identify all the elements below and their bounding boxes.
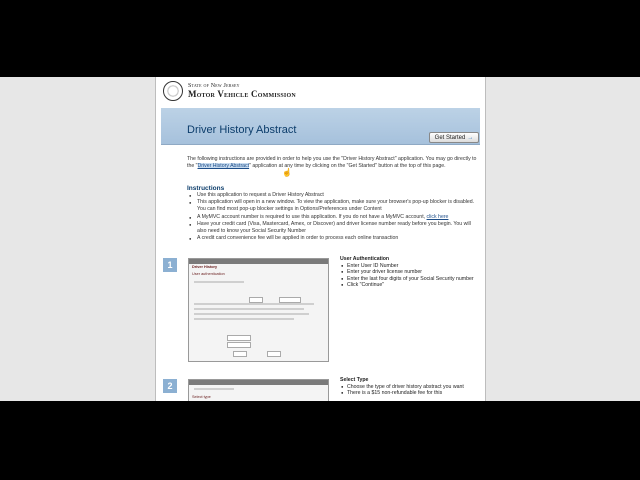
hand-cursor-icon: ☝ <box>282 168 292 177</box>
intro-text-2: " application at any time by clicking on the "Get Started" button at the top of this page. <box>249 163 446 170</box>
browser-viewport <box>0 77 640 401</box>
get-started-label: Get Started <box>434 135 466 141</box>
instruction-item: ● A credit card convenience fee will be applied in order to process each online transaction <box>187 235 479 242</box>
instruction-item: ● Have your credit card (Visa, Mastercard, Amex, or Discover) and driver license number ready before you begin. You will also need to know your Social Security Number <box>187 221 479 235</box>
step-1-item: ● Enter your driver license number <box>340 269 480 276</box>
driver-history-link[interactable]: Driver History Abstract <box>197 163 250 170</box>
instruction-item: ● A MyMVC account number is required to use this application. If you do not have a MyMVC account, click here <box>187 214 479 221</box>
intro-text-1: The following instructions are provided in order to help you use the "Driver History Abstract" application. You may go directly to the " <box>187 156 477 170</box>
page-title: Driver History Abstract <box>187 124 297 136</box>
intro-paragraph <box>187 156 479 171</box>
brand-state: State of New Jersey <box>188 83 240 89</box>
get-started-button[interactable] <box>429 132 479 143</box>
instruction-item: ● Use this application to request a Driver History Abstract <box>187 192 479 199</box>
step-1-heading: User Authentication <box>340 256 390 262</box>
step-2-description <box>340 377 480 397</box>
click-here-link[interactable]: click here <box>426 213 449 220</box>
step-2-thumb-subtitle: Select type <box>192 395 211 399</box>
step-1-item: ● Enter User ID Number <box>340 263 480 270</box>
step-1-item: ● Click "Continue" <box>340 282 480 289</box>
step-2-number: 2 <box>163 379 177 393</box>
instructions-list <box>187 192 479 242</box>
step-2-heading: Select Type <box>340 377 369 383</box>
step-2-item: ● There is a $15 non-refundable fee for this <box>340 390 480 397</box>
step-1-number: 1 <box>163 258 177 272</box>
step-2-screenshot <box>188 379 329 401</box>
state-seal-icon <box>163 81 183 101</box>
step-1-thumb-subtitle: User authentication <box>192 272 225 276</box>
arrow-right-icon: → <box>467 135 474 141</box>
step-1-item: ● Enter the last four digits of your Social Security number <box>340 276 480 283</box>
step-2-item: ● Choose the type of driver history abstract you want <box>340 384 480 391</box>
web-page <box>155 77 486 401</box>
brand-agency: Motor Vehicle Commission <box>188 89 296 99</box>
instructions-heading: Instructions <box>187 185 225 192</box>
page-banner <box>161 108 480 145</box>
instruction-item: ● This application will open in a new window. To view the application, make sure your browser's pop-up blocker is disabled. You can find most pop-up blocker settings in Options/Preferences under Content <box>187 199 479 213</box>
step-1-screenshot <box>188 258 329 362</box>
step-1-thumb-title: Driver History <box>192 265 218 269</box>
step-1-description <box>340 256 480 289</box>
site-header <box>156 77 485 107</box>
